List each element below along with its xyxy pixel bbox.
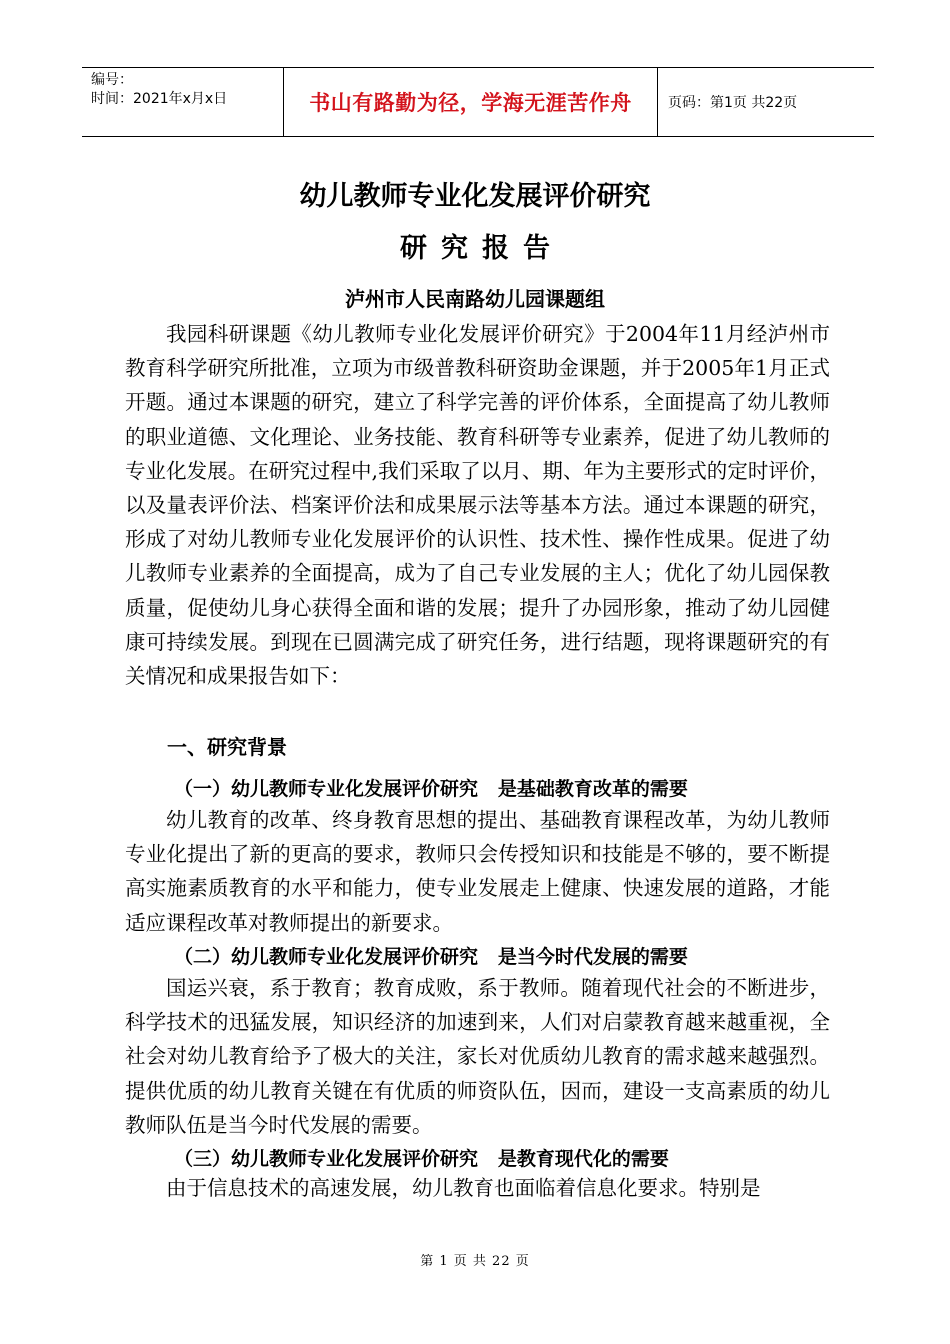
intro-text: 我园科研课题《幼儿教师专业化发展评价研究》于2004年11月经泸州市教育科学研究所批准，立项为市级普教科研资助金课题，并于2005年1月正式开题。通过本课题的研究，建立了科学完善的评价体系，全面提高了幼儿教师的职业道德、文化理论、业务技能、教育科研等专业素养，促进了幼儿教师的专业化发展。在研究过程中,我们采取了以月、期、年为主要形式的定时评价，以及量表评价法、档案评价法和成果展示法等基本方法。通过本课题的研究，形成了对幼儿教师专业化发展评价的认识性、技术性、操作性成果。促进了幼儿教师专业素养的全面提高，成为了自己专业发展的主人；优化了幼儿园保教质量，促使幼儿身心获得全面和谐的发展；提升了办园形象，推动了幼儿园健康可持续发展。到现在已圆满完成了研究任务，进行结题，现将课题研究的有关情况和成果报告如下： [125, 322, 830, 689]
subsection-text-1: 幼儿教育的改革、终身教育思想的提出、基础教育课程改革，为幼儿教师专业化提出了新的更高的要求，教师只会传授知识和技能是不够的，要不断提高实施素质教育的水平和能力，使专业发展走上健康、快速发展的道路，才能适应课程改革对教师提出的新要求。 [125, 808, 830, 935]
subsection-heading-3: （三）幼儿教师专业化发展评价研究 是教育现代化的需要 [174, 1148, 669, 1170]
subsection-heading-1: （一）幼儿教师专业化发展评价研究 是基础教育改革的需要 [174, 778, 688, 800]
intro-paragraph [125, 317, 830, 693]
header-page-number: 页码：第1页 共22页 [668, 95, 798, 111]
header-motto: 书山有路勤为径，学海无涯苦作舟 [284, 68, 658, 136]
subsection-paragraph-3 [125, 1171, 830, 1205]
page-footer: 第 1 页 共 22 页 [420, 1254, 530, 1269]
subsection-paragraph-2 [125, 971, 830, 1142]
document-title: 幼儿教师专业化发展评价研究 [299, 181, 651, 212]
document-header [82, 67, 874, 137]
subsection-text-3: 由于信息技术的高速发展，幼儿教育也面临着信息化要求。特别是 [166, 1176, 761, 1200]
subsection-paragraph-1 [125, 803, 830, 940]
header-number: 编号： [91, 72, 133, 88]
document-subtitle: 研究报告 [400, 233, 564, 264]
section-heading: 一、研究背景 [167, 735, 287, 759]
header-meta [82, 68, 284, 136]
subsection-heading-2: （二）幼儿教师专业化发展评价研究 是当今时代发展的需要 [174, 946, 688, 968]
document-author: 泸州市人民南路幼儿园课题组 [345, 287, 605, 311]
subsection-text-2: 国运兴衰，系于教育；教育成败，系于教师。随着现代社会的不断进步，科学技术的迅猛发展，知识经济的加速到来，人们对启蒙教育越来越重视，全社会对幼儿教育给予了极大的关注，家长对优质幼儿教育的需求越来越强烈。提供优质的幼儿教育关键在有优质的师资队伍，因而，建设一支高素质的幼儿教师队伍是当今时代发展的需要。 [125, 976, 830, 1137]
header-date: 时间：2021年x月x日 [91, 91, 228, 107]
